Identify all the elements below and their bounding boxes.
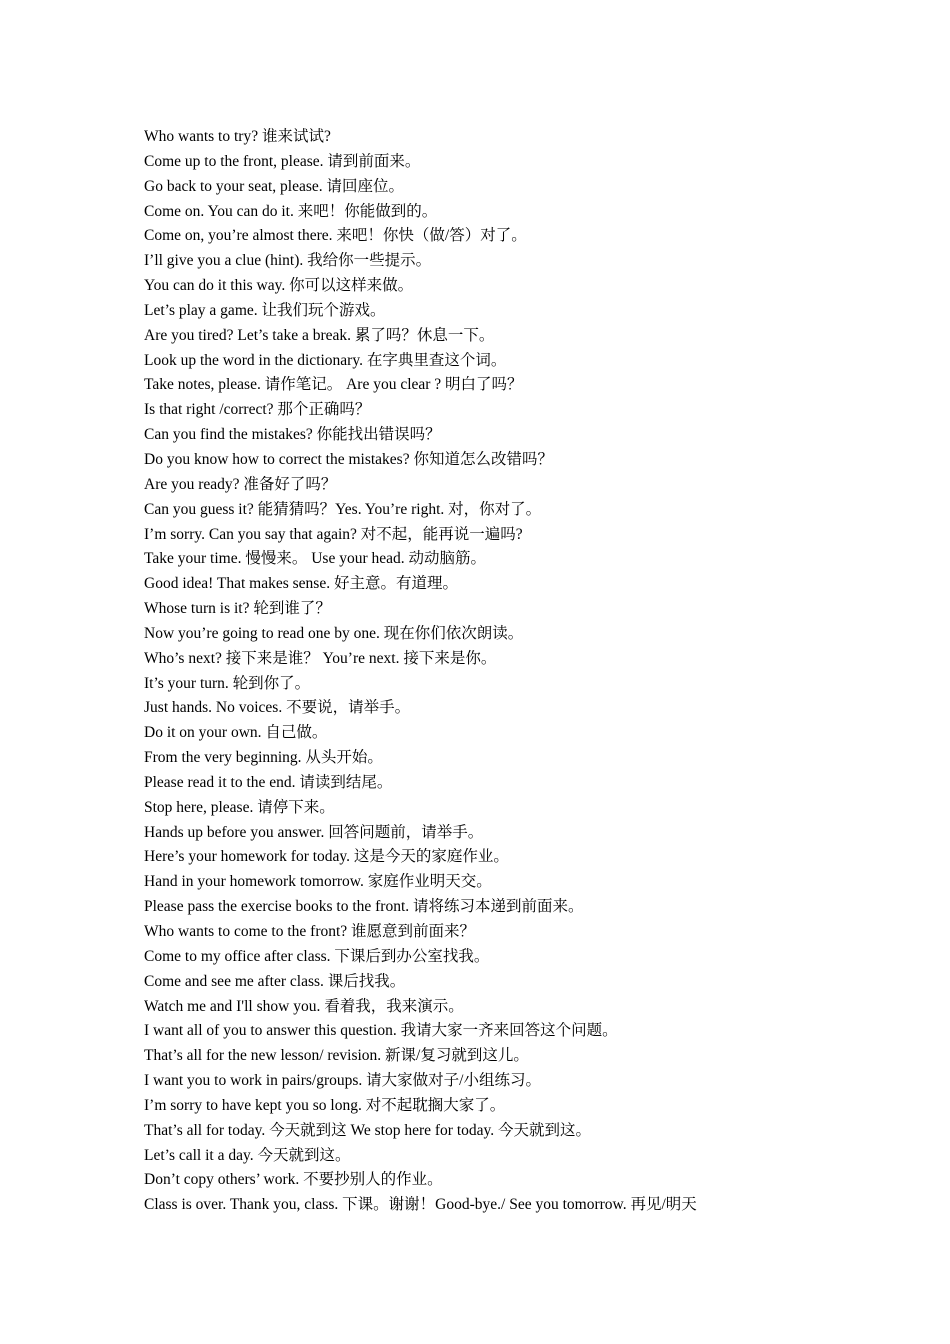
phrase-line: That’s all for today. 今天就到这 We stop here for today. 今天就到这。 (144, 1121, 592, 1139)
phrase-line: That’s all for the new lesson/ revision. 新课/复习就到这儿。 (144, 1047, 529, 1065)
phrase-line: Don’t copy others’ work. 不要抄别人的作业。 (144, 1171, 443, 1189)
phrase-line: Here’s your homework for today. 这是今天的家庭作业。 (144, 848, 509, 866)
phrase-line: I’ll give you a clue (hint). 我给你一些提示。 (144, 252, 432, 270)
phrase-line: Come up to the front, please. 请到前面来。 (144, 152, 421, 170)
phrase-line: I’m sorry. Can you say that again? 对不起，能再说一遍吗? (144, 525, 523, 543)
phrase-line: You can do it this way. 你可以这样来做。 (144, 277, 414, 295)
phrase-line: Who wants to come to the front? 谁愿意到前面来？ (144, 923, 476, 940)
phrase-line: Let’s call it a day. 今天就到这。 (144, 1146, 351, 1164)
phrase-line: Watch me and I'll show you. 看着我，我来演示。 (144, 997, 464, 1015)
phrase-line: Whose turn is it? 轮到谁了？ (144, 600, 331, 618)
phrase-line: Please read it to the end. 请读到结尾。 (144, 773, 393, 791)
phrase-line: From the very beginning. 从头开始。 (144, 749, 383, 767)
phrase-line: Can you find the mistakes? 你能找出错误吗？ (144, 426, 441, 444)
phrase-line: Come to my office after class. 下课后到办公室找我。 (144, 947, 490, 965)
phrase-line: Are you tired? Let’s take a break. 累了吗？休息一下。 (144, 326, 495, 344)
phrase-line: Go back to your seat, please. 请回座位。 (144, 177, 404, 195)
phrase-line: Just hands. No voices. 不要说，请举手。 (144, 699, 411, 717)
phrase-line: Do it on your own. 自己做。 (144, 724, 328, 742)
phrase-line: Come on. You can do it. 来吧！你能做到的。 (144, 202, 438, 220)
phrase-line: Who’s next? 接下来是谁？ You’re next. 接下来是你。 (144, 649, 497, 667)
phrase-line: Stop here, please. 请停下来。 (144, 798, 335, 816)
phrase-line: Come on, you’re almost there. 来吧！你快（做/答）对了。 (144, 227, 527, 245)
phrase-line: Come and see me after class. 课后找我。 (144, 972, 406, 990)
phrase-line: I want you to work in pairs/groups. 请大家做对子/小组练习。 (144, 1072, 541, 1090)
phrase-line: Hand in your homework tomorrow. 家庭作业明天交。 (144, 873, 492, 891)
phrase-line: Please pass the exercise books to the front. 请将练习本递到前面来。 (144, 898, 584, 916)
phrase-line: I’m sorry to have kept you so long. 对不起耽搁大家了。 (144, 1096, 506, 1114)
phrase-line: Now you’re going to read one by one. 现在你们依次朗读。 (144, 624, 524, 642)
phrase-line: Do you know how to correct the mistakes? 你知道怎么改错吗？ (144, 450, 553, 468)
phrase-line: I want all of you to answer this question. 我请大家一齐来回答这个问题。 (144, 1022, 618, 1040)
phrase-line: Are you ready? 准备好了吗？ (144, 475, 337, 493)
phrase-line: Is that right /correct? 那个正确吗？ (144, 401, 371, 419)
phrase-line: Class is over. Thank you, class. 下课。谢谢！Good-bye./ See you tomorrow. 再见/明天 (144, 1196, 697, 1214)
phrase-line: Can you guess it? 能猜猜吗？Yes. You’re right. 对，你对了。 (144, 500, 542, 518)
phrase-line: Who wants to try? 谁来试试? (144, 128, 331, 145)
phrase-line: Let’s play a game. 让我们玩个游戏。 (144, 301, 386, 319)
phrase-line: It’s your turn. 轮到你了。 (144, 674, 311, 692)
phrase-line: Take your time. 慢慢来。 Use your head. 动动脑筋。 (144, 550, 487, 568)
phrase-list (144, 125, 904, 1218)
phrase-line: Hands up before you answer. 回答问题前，请举手。 (144, 823, 484, 841)
phrase-line: Look up the word in the dictionary. 在字典里查这个词。 (144, 351, 507, 369)
phrase-line: Take notes, please. 请作笔记。 Are you clear ? 明白了吗？ (144, 376, 523, 394)
phrase-line: Good idea! That makes sense. 好主意。有道理。 (144, 575, 458, 593)
